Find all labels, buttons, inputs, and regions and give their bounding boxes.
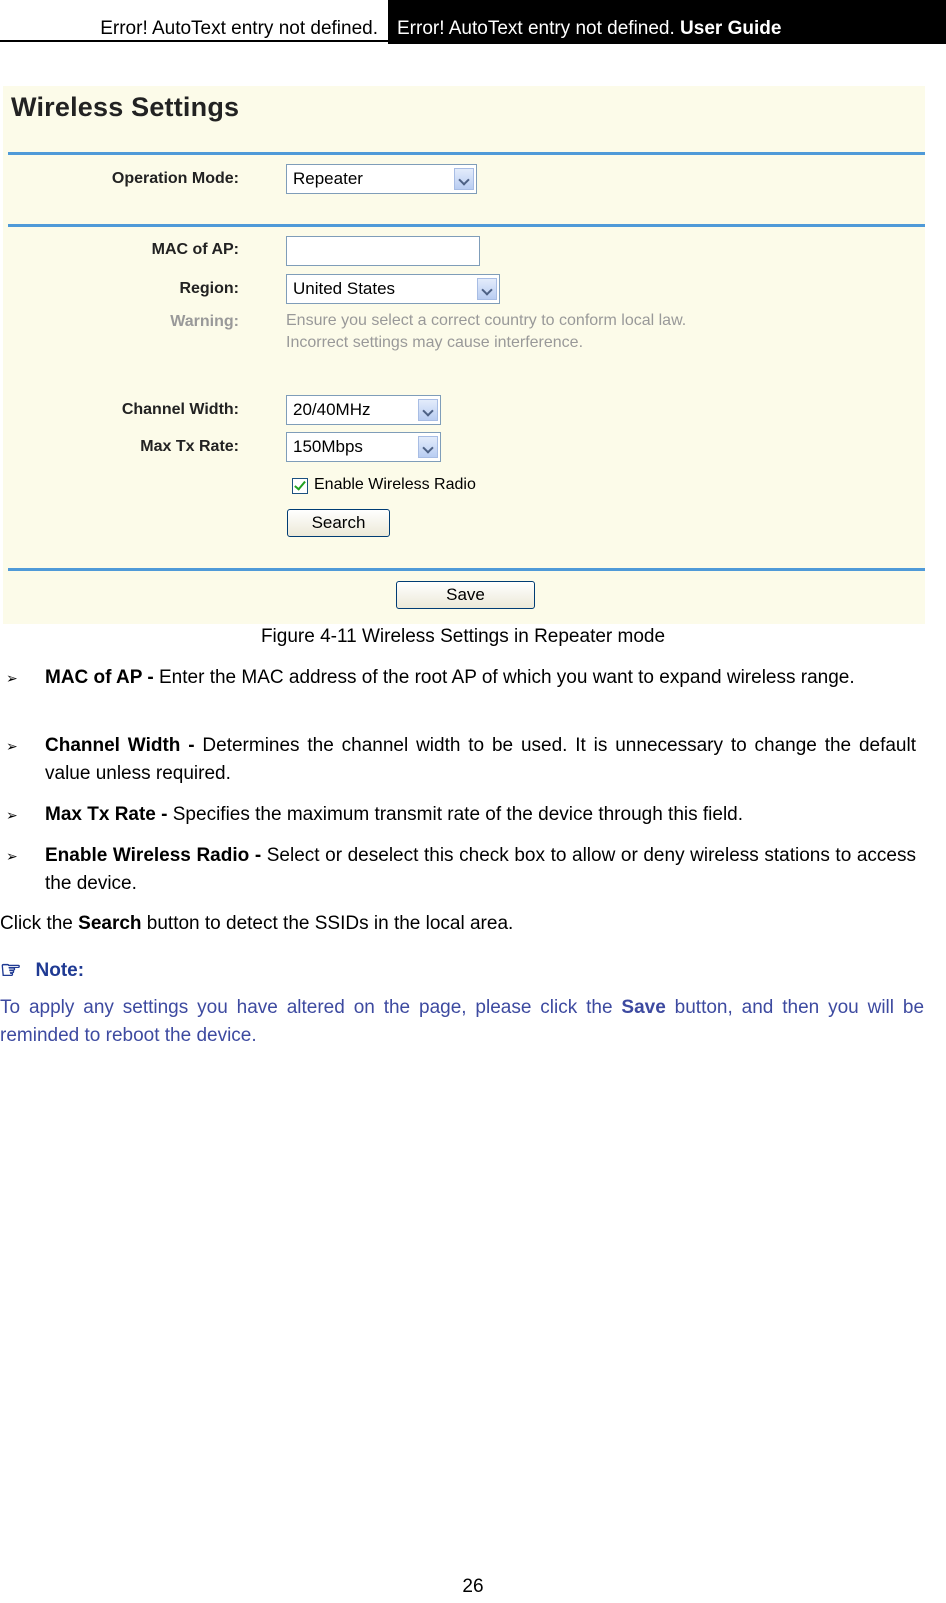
mac-of-ap-label: MAC of AP: [151,241,239,258]
bullet-arrow-icon: ➢ [6,848,18,864]
header-right [388,0,946,44]
bullet-desc: Determines the channel width to be used. It is unnecessary to change the default value unless required. [45,735,916,784]
bullet-text [45,664,916,692]
bullet-term: MAC of AP - [45,667,154,688]
bullet-text [45,732,916,788]
chevron-down-icon [454,168,474,190]
bullet-desc: Enter the MAC address of the root AP of which you want to expand wireless range. [153,667,855,688]
region-label: Region: [179,280,239,297]
header-right-text: Error! AutoText entry not defined. [397,18,675,39]
region-value: United States [293,279,396,298]
click-bold: Search [78,913,142,934]
pointing-hand-icon: ☞ [0,957,22,984]
mac-of-ap-input[interactable] [286,236,480,266]
chevron-down-icon [418,399,438,421]
bullet-arrow-icon: ➢ [6,807,18,823]
list-item [0,842,926,898]
click-post: button to detect the SSIDs in the local area. [141,913,514,934]
save-button[interactable]: Save [396,581,535,609]
enable-wireless-radio-checkbox[interactable] [292,478,308,494]
bullet-desc: Select or deselect this check box to allow or deny wireless stations to access the device. [45,845,916,894]
header-right-bold: User Guide [680,18,782,39]
list-item [0,801,926,829]
divider-top [8,152,925,155]
warning-line1: Ensure you select a correct country to conform local law. [286,312,687,329]
note-text [0,994,924,1050]
list-item [0,664,926,692]
figure-caption: Figure 4-11 Wireless Settings in Repeater mode [260,626,666,647]
search-button[interactable]: Search [287,509,390,537]
bullet-term: Max Tx Rate - [45,804,168,825]
warning-line2: Incorrect settings may cause interference. [286,334,584,351]
click-search-paragraph [0,910,926,938]
chevron-down-icon [418,436,438,458]
note-heading [0,954,84,983]
note-pre: To apply any settings you have altered on the page, please click the [0,997,622,1018]
operation-mode-select[interactable] [286,164,477,194]
operation-mode-label: Operation Mode: [111,170,239,187]
max-tx-rate-label: Max Tx Rate: [140,438,239,455]
max-tx-rate-value: 150Mbps [293,437,363,456]
page-header [0,0,946,44]
warning-text [286,310,686,354]
enable-wireless-radio-label: Enable Wireless Radio [314,476,476,493]
note-bold: Save [621,997,666,1018]
channel-width-label: Channel Width: [121,401,239,418]
bullet-arrow-icon: ➢ [6,670,18,686]
warning-label: Warning: [170,313,239,330]
divider-middle [8,224,925,227]
divider-bottom [8,568,925,571]
bullet-term: Enable Wireless Radio - [45,845,262,866]
wireless-settings-panel [3,86,925,624]
header-left: Error! AutoText entry not defined. [0,0,388,42]
note-post: button, and then you will be reminded to reboot the device. [0,997,925,1046]
bullet-arrow-icon: ➢ [6,738,18,754]
bullet-text [45,801,916,829]
bullet-desc: Specifies the maximum transmit rate of the device through this field. [167,804,744,825]
bullet-text [45,842,916,898]
note-heading-text: Note: [35,960,85,981]
region-select[interactable] [286,274,500,304]
max-tx-rate-select[interactable] [286,432,441,462]
operation-mode-value: Repeater [293,169,363,188]
panel-title: Wireless Settings [11,92,240,122]
click-pre: Click the [0,913,79,934]
chevron-down-icon [477,278,497,300]
list-item [0,732,926,788]
bullet-term: Channel Width - [45,735,195,756]
page-number: 26 [462,1576,484,1597]
channel-width-value: 20/40MHz [293,400,371,419]
channel-width-select[interactable] [286,395,441,425]
